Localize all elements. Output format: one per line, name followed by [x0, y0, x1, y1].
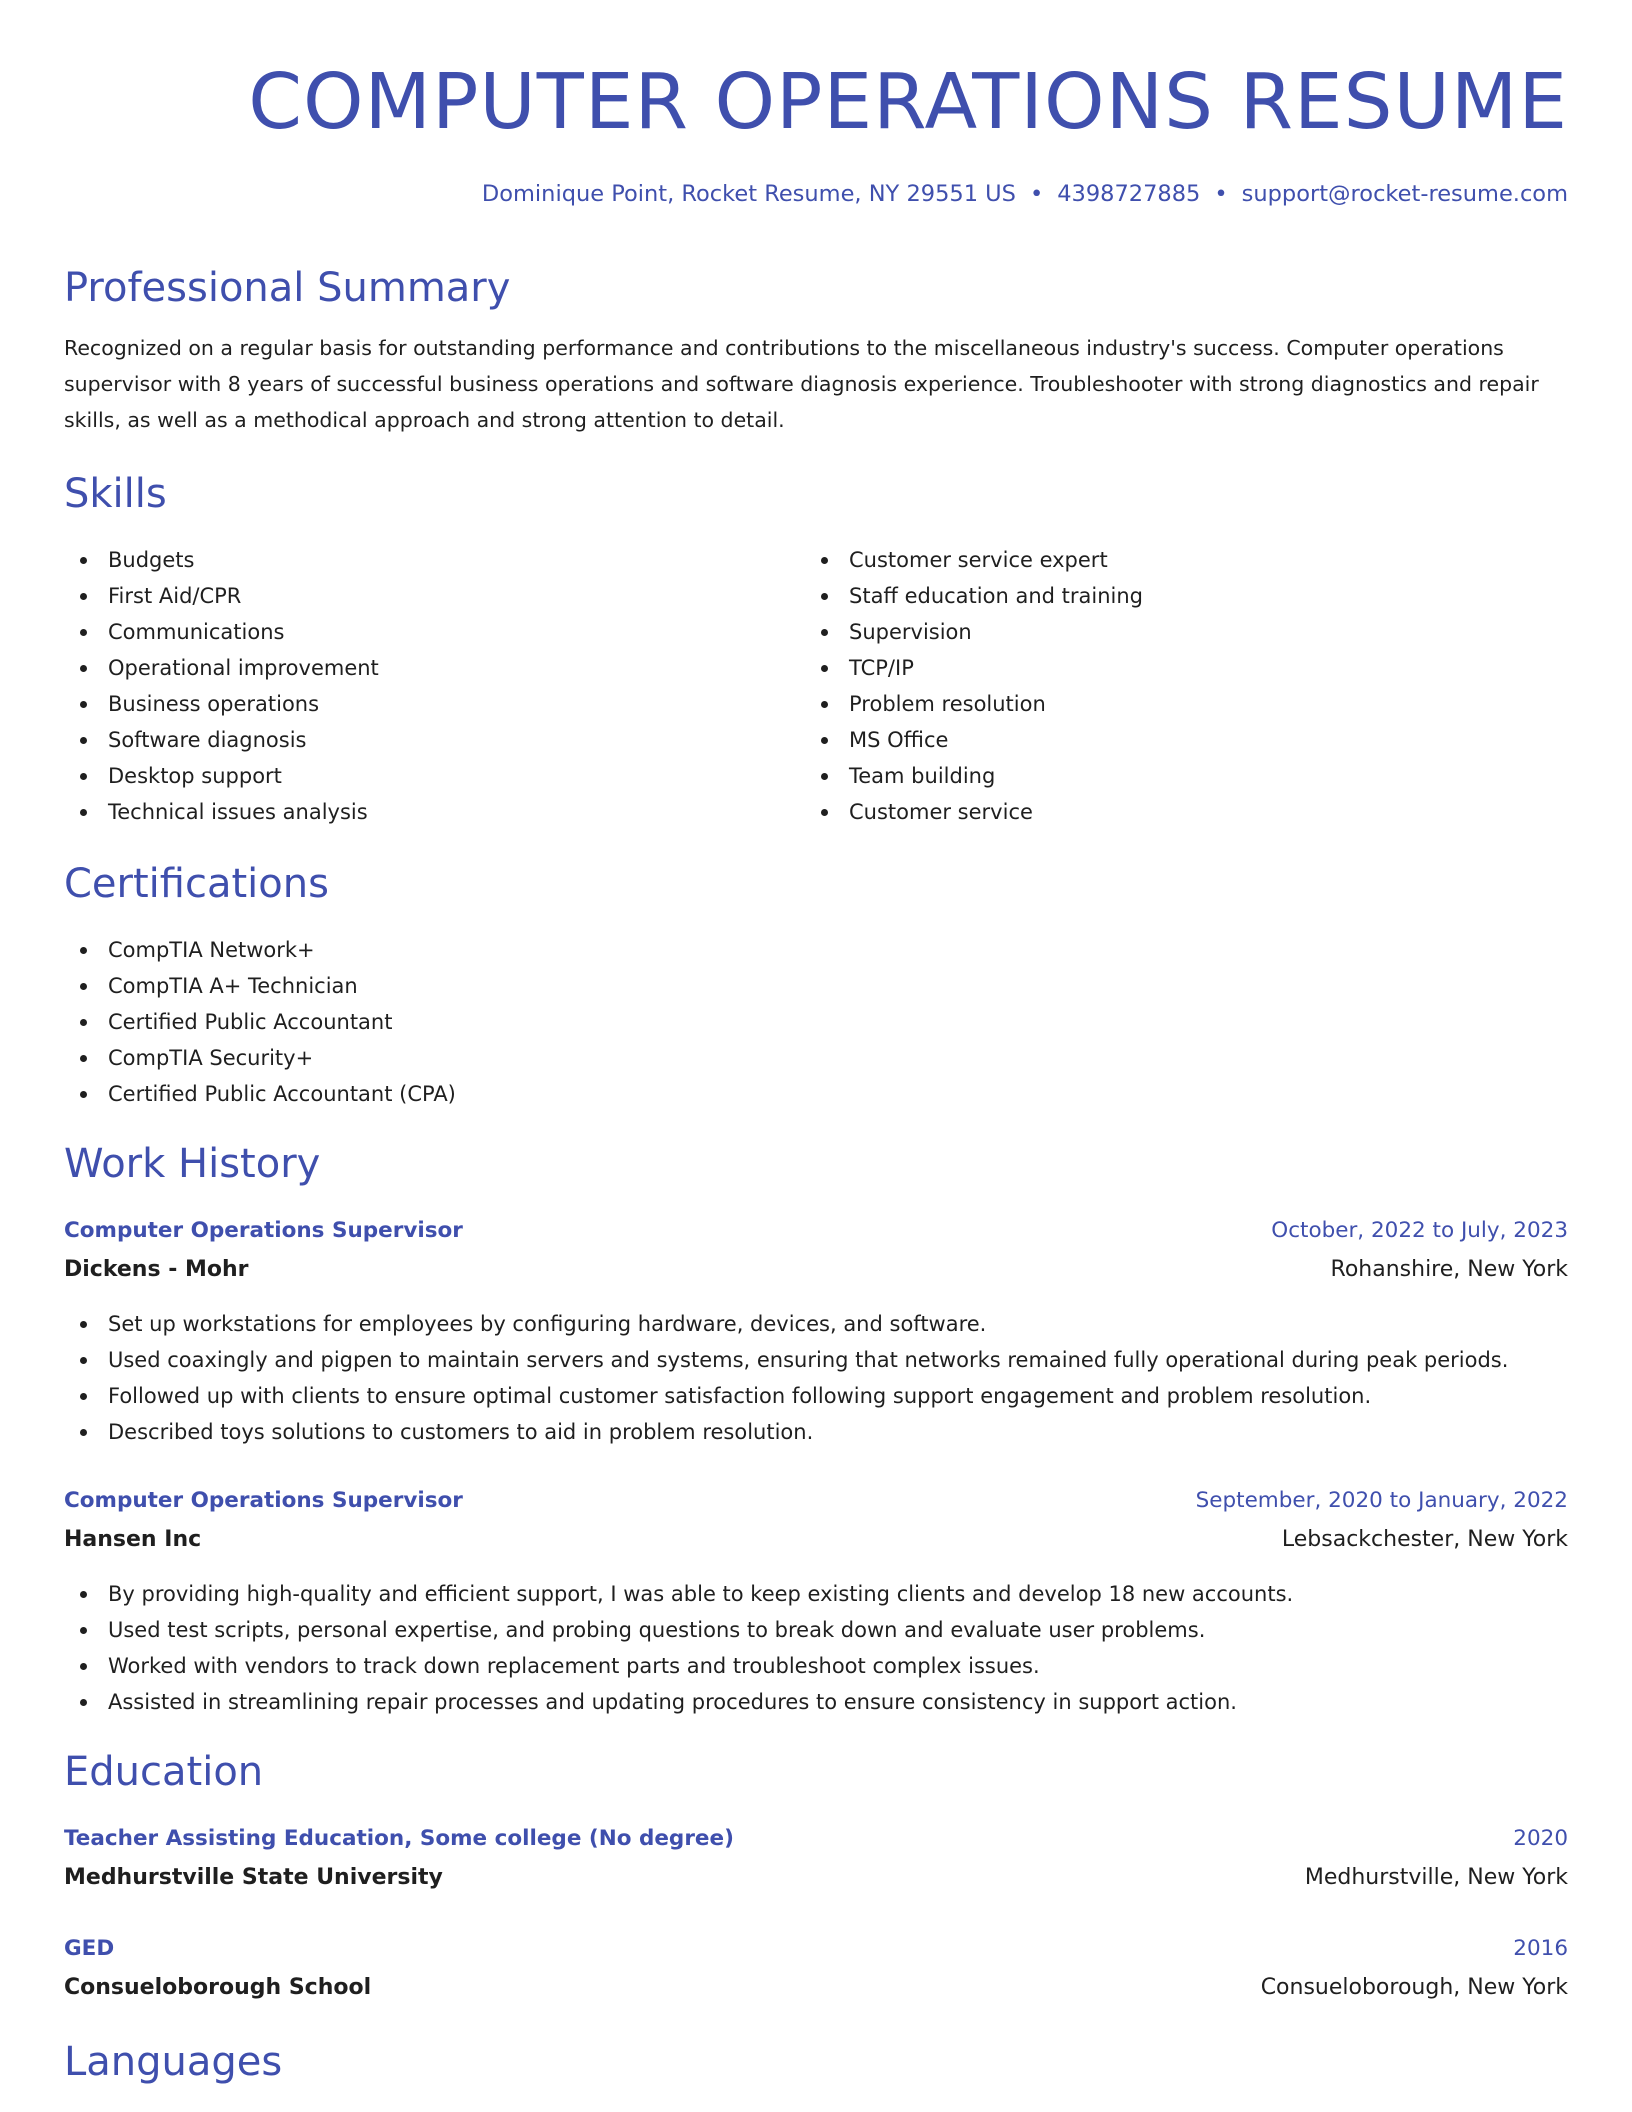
education-school: Medhurstville State University [64, 1865, 443, 1890]
education-location: Consueloborough, New York [1260, 1975, 1568, 2000]
job-bullet: Described toys solutions to customers to aid in problem resolution. [64, 1414, 1568, 1450]
skill-item: Communications [64, 614, 805, 650]
job-title: Computer Operations Supervisor [64, 1218, 463, 1243]
job-bullet: Set up workstations for employees by configuring hardware, devices, and software. [64, 1306, 1568, 1342]
skill-item: Business operations [64, 686, 805, 722]
education-degree: GED [64, 1936, 115, 1961]
job-bullet: By providing high-quality and efficient support, I was able to keep existing clients and develop 18 new accounts. [64, 1576, 1568, 1612]
job-location: Rohanshire, New York [1330, 1257, 1568, 1282]
education-year: 2020 [1513, 1826, 1568, 1851]
job-bullets [64, 1576, 1568, 1720]
languages-heading: Languages [64, 2039, 283, 2085]
job-title: Computer Operations Supervisor [64, 1488, 463, 1513]
certifications-list [64, 932, 1568, 1112]
skill-item: Problem resolution [805, 686, 1546, 722]
skill-item: TCP/IP [805, 650, 1546, 686]
skills-list [64, 542, 1568, 830]
skill-item: Operational improvement [64, 650, 805, 686]
skill-item: Supervision [805, 614, 1546, 650]
resume-header [64, 48, 1568, 158]
skill-item: Team building [805, 758, 1546, 794]
education-heading: Education [64, 1749, 264, 1795]
skills-section [64, 468, 1568, 520]
job-bullet: Used coaxingly and pigpen to maintain servers and systems, ensuring that networks remained fully operational during peak periods. [64, 1342, 1568, 1378]
education-entry [64, 1820, 1568, 1898]
job-bullet: Worked with vendors to track down replacement parts and troubleshoot complex issues. [64, 1648, 1568, 1684]
summary-body [64, 330, 1568, 438]
skill-item: Customer service [805, 794, 1546, 830]
job-bullet: Used test scripts, personal expertise, and probing questions to break down and evaluate user problems. [64, 1612, 1568, 1648]
work-history-section [64, 1138, 1568, 1190]
job-bullets [64, 1306, 1568, 1450]
certification-item: Certified Public Accountant [64, 1004, 1568, 1040]
job-entry [64, 1212, 1568, 1290]
skill-item: Software diagnosis [64, 722, 805, 758]
job-company: Hansen Inc [64, 1527, 202, 1552]
resume-title: COMPUTER OPERATIONS RESUME [248, 58, 1568, 147]
job-bullet: Assisted in streamlining repair processes and updating procedures to ensure consistency in support action. [64, 1684, 1568, 1720]
contact-address: Dominique Point, Rocket Resume, NY 29551 US [481, 181, 1016, 207]
job-bullet: Followed up with clients to ensure optimal customer satisfaction following support engagement and problem resolution. [64, 1378, 1568, 1414]
skill-item: MS Office [805, 722, 1546, 758]
education-year: 2016 [1513, 1936, 1568, 1961]
certifications-heading: Certifications [64, 861, 329, 907]
job-company: Dickens - Mohr [64, 1257, 249, 1282]
skills-column-right [805, 542, 1546, 830]
contact-line [64, 178, 1568, 210]
skill-item: First Aid/CPR [64, 578, 805, 614]
certification-item: CompTIA Network+ [64, 932, 1568, 968]
job-location: Lebsackchester, New York [1281, 1527, 1568, 1552]
education-entry [64, 1930, 1568, 2008]
skill-item: Desktop support [64, 758, 805, 794]
languages-section [64, 2036, 1568, 2088]
job-entry [64, 1482, 1568, 1560]
certifications-section [64, 858, 1568, 910]
education-section [64, 1746, 1568, 1798]
contact-email[interactable]: support@rocket-resume.com [1241, 181, 1568, 207]
work-history-heading: Work History [64, 1141, 321, 1187]
job-dates: September, 2020 to January, 2022 [1195, 1488, 1568, 1513]
skill-item: Staff education and training [805, 578, 1546, 614]
certification-item: CompTIA Security+ [64, 1040, 1568, 1076]
summary-text: Recognized on a regular basis for outstanding performance and contributions to the miscellaneous industry's success. Computer operations supervisor with 8 years of successful business operations and software diagnosis experience. Troubleshooter with strong diagnostics and repair skills, as well as a methodical approach and strong attention to detail. [64, 336, 1539, 432]
skill-item: Technical issues analysis [64, 794, 805, 830]
education-school: Consueloborough School [64, 1975, 372, 2000]
summary-section [64, 262, 1568, 314]
summary-heading: Professional Summary [64, 265, 511, 311]
certification-item: CompTIA A+ Technician [64, 968, 1568, 1004]
contact-separator: • [1029, 181, 1044, 207]
skill-item: Budgets [64, 542, 805, 578]
education-location: Medhurstville, New York [1304, 1865, 1568, 1890]
contact-phone[interactable]: 4398727885 [1057, 181, 1201, 207]
contact-separator: • [1214, 181, 1228, 207]
skills-heading: Skills [64, 471, 167, 517]
job-dates: October, 2022 to July, 2023 [1271, 1218, 1568, 1243]
skill-item: Customer service expert [805, 542, 1546, 578]
certification-item: Certified Public Accountant (CPA) [64, 1076, 1568, 1112]
education-degree: Teacher Assisting Education, Some college (No degree) [64, 1826, 734, 1851]
skills-column-left [64, 542, 805, 830]
